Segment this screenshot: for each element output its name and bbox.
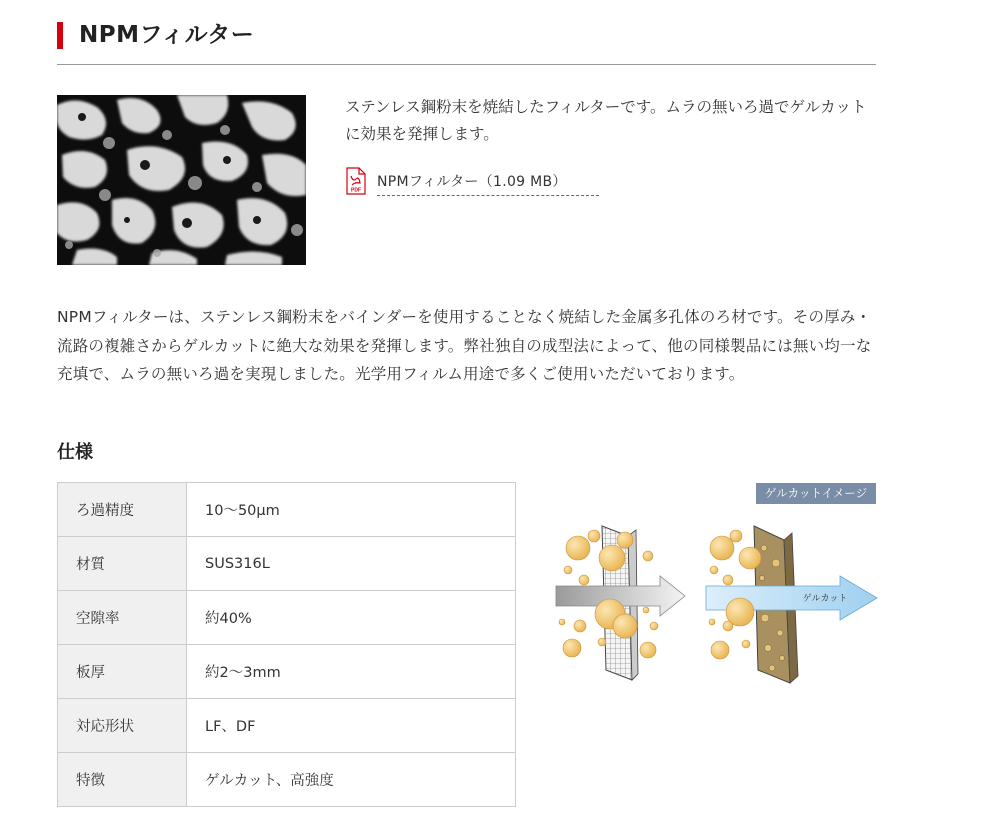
spec-value: 10～50μm bbox=[187, 483, 516, 537]
spec-value: 約40% bbox=[187, 591, 516, 645]
header-accent-bar bbox=[57, 22, 63, 49]
spec-row bbox=[58, 699, 516, 753]
spec-heading: 仕様 bbox=[57, 442, 93, 463]
pdf-download-link[interactable] bbox=[346, 166, 599, 196]
product-description: NPMフィルターは、ステンレス鋼粉末をバインダーを使用することなく焼結した金属多孔体のろ材です。その厚み・流路の複雑さからゲルカットに絶大な効果を発揮します。弊社独自の成型法によって、他の同様製品には無い均一な充填で、ムラの無いろ過を実現しました。光学用フィルム用途で多くご使用いただいております。 bbox=[57, 308, 872, 383]
gelcut-image-tag: ゲルカットイメージ bbox=[756, 483, 876, 504]
spec-table bbox=[57, 482, 516, 807]
spec-label: ろ過精度 bbox=[58, 483, 187, 537]
spec-value: ゲルカット、高強度 bbox=[187, 753, 516, 807]
svg-text:ゲルカット: ゲルカット bbox=[802, 593, 848, 603]
spec-row bbox=[58, 483, 516, 537]
gelcut-diagram bbox=[550, 518, 880, 688]
page-header bbox=[57, 20, 876, 65]
spec-value: SUS316L bbox=[187, 537, 516, 591]
spec-row bbox=[58, 591, 516, 645]
spec-label: 特徴 bbox=[58, 753, 187, 807]
page-title: NPMフィルター bbox=[79, 22, 255, 48]
spec-value: LF、DF bbox=[187, 699, 516, 753]
intro-text: ステンレス鋼粉末を焼結したフィルターです。ムラの無いろ過でゲルカットに効果を発揮します。 bbox=[345, 98, 867, 143]
svg-text:PDF: PDF bbox=[351, 187, 361, 194]
spec-value: 約2～3mm bbox=[187, 645, 516, 699]
spec-row bbox=[58, 537, 516, 591]
spec-label: 空隙率 bbox=[58, 591, 187, 645]
pdf-file-icon bbox=[346, 167, 366, 195]
spec-label: 対応形状 bbox=[58, 699, 187, 753]
spec-label: 材質 bbox=[58, 537, 187, 591]
npm-filter-illustration bbox=[706, 526, 877, 683]
pdf-link-label[interactable]: NPMフィルター（1.09 MB） bbox=[377, 173, 567, 190]
spec-row bbox=[58, 753, 516, 807]
mesh-filter-illustration bbox=[556, 526, 685, 680]
spec-label: 板厚 bbox=[58, 645, 187, 699]
product-image bbox=[57, 95, 306, 265]
spec-row bbox=[58, 645, 516, 699]
